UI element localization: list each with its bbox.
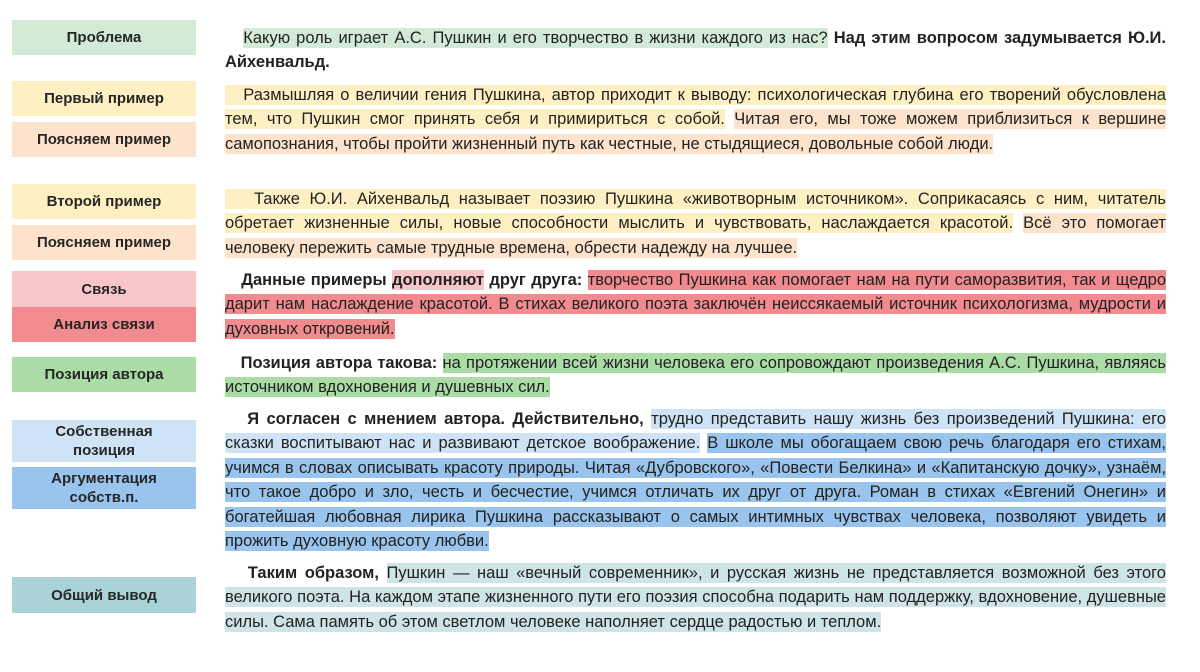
label-conclusion: Общий вывод: [12, 577, 196, 613]
first-explanation-text: Читая его, мы тоже можем приблизиться к вершине самопознания, чтобы пройти жизненный путь как честные, не стыдящиеся, довольные собой люди.: [225, 110, 1166, 153]
author-position-lead: Позиция автора такова:: [240, 354, 438, 372]
author-position-text: на протяжении всей жизни человека его сопровождают произведения А.С. Пушкина, являясь источником вдохновения и душевных сил.: [225, 354, 1166, 397]
conclusion-text: Пушкин — наш «вечный современник», и русская жизнь не представляется возможной без этого великого поэта. На каждом этапе жизненного пути его поэзия способна подарить нам поддержку, вдохновение, душевные силы. Сама память об этом светлом человеке наполняет сердце радостью и теплом.: [225, 564, 1166, 631]
label-first-example: Первый пример: [12, 81, 196, 116]
paragraph-second-example: [225, 187, 1166, 260]
author-statement: Над этим вопросом задумывается Ю.И. Айхенвальд.: [225, 29, 1166, 72]
own-position-text: трудно представить нашу жизнь без произведений Пушкина: его сказки воспитывают нас и развивают детское воображение.: [225, 410, 1166, 453]
paragraph-problem: [225, 26, 1166, 75]
first-example-text: Размышляя о величии гения Пушкина, автор приходит к выводу: психологическая глубина его творений обусловлена тем, что Пушкин смог принять себя и примириться с собой.: [225, 86, 1166, 129]
paragraph-own-position: [225, 407, 1166, 553]
second-explanation-text: Всё это помогает человеку пережить самые трудные времена, обрести надежду на лучшее.: [225, 214, 1166, 257]
paragraph-conclusion: [225, 561, 1166, 634]
link-word: дополняют: [391, 271, 484, 289]
label-explain-second: Поясняем пример: [12, 225, 196, 260]
conclusion-lead: Таким образом,: [247, 564, 379, 582]
label-problem: Проблема: [12, 20, 196, 55]
paragraph-author-position: [225, 351, 1166, 400]
own-position-lead: Я согласен с мнением автора. Действительно,: [247, 410, 644, 428]
label-second-example: Второй пример: [12, 184, 196, 219]
problem-question: Какую роль играет А.С. Пушкин и его творчество в жизни каждого из нас?: [243, 29, 828, 47]
own-argument-text: В школе мы обогащаем свою речь благодаря его стихам, учимся в словах описывать красоту природы. Читая «Дубровского», «Повести Белкина» и «Капитанскую дочку», узнаём, что такое добро и зло, честь и бесчестие, учимся отличать их друг от друга. Роман в стихах «Евгений Онегин» и богатейшая любовная лирика Пушкина рассказывают о самых интимных чувствах человека, позволяют увидеть и прожить духовную красоту любви.: [225, 434, 1166, 551]
second-example-text: Также Ю.И. Айхенвальд называет поэзию Пушкина «животворным источником». Соприкасаясь с ним, читатель обретает жизненные силы, новые способности мыслить и чувствовать, наслаждается красотой.: [225, 190, 1166, 233]
label-link-analysis: Анализ связи: [12, 307, 196, 342]
label-explain-first: Поясняем пример: [12, 122, 196, 157]
label-author-position: Позиция автора: [12, 357, 196, 392]
paragraph-first-example: [225, 83, 1166, 156]
link-lead: Данные примеры: [241, 271, 387, 289]
label-own-argument: Аргументация собств.п.: [12, 467, 196, 509]
label-own-position: Собственная позиция: [12, 420, 196, 462]
link-tail: друг друга:: [489, 271, 583, 289]
label-link: Связь: [12, 271, 196, 307]
paragraph-link: [225, 268, 1166, 341]
link-analysis-text: творчество Пушкина как помогает нам на пути саморазвития, так и щедро дарит нам наслаждение красотой. В стихах великого поэта заключён неиссякаемый источник психологизма, мудрости и духовных откровений.: [225, 271, 1166, 338]
